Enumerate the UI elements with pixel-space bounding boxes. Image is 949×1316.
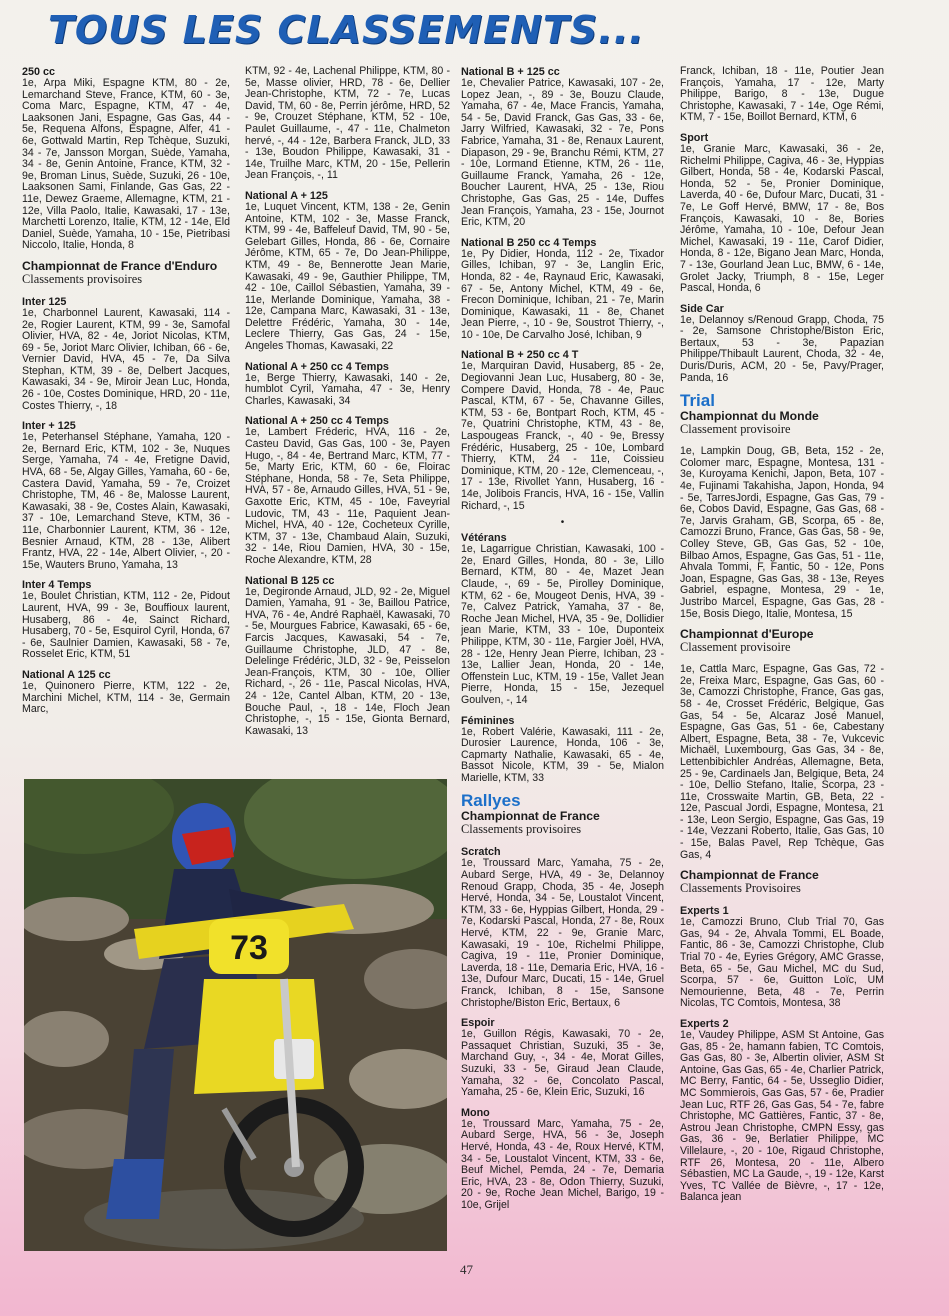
section-national-a-plus-125 bbox=[245, 190, 450, 353]
section-espoir bbox=[461, 1017, 664, 1099]
section-heading: National A 125 cc bbox=[22, 668, 111, 681]
results-text: 1e, Delannoy s/Renoud Grapp, Choda, 75 - 2e, Samsone Christophe/Biston Eric, Bertaux, 53 - 3e, Papazian Philippe/Thibault Laurent, Choda, 32 - 4e, Duris/Duris, ACM, 20 - 5e, Pavy/Prager, Panda, 16 bbox=[680, 313, 884, 384]
plate-number: 73 bbox=[230, 929, 268, 967]
section-experts-1 bbox=[680, 905, 884, 1010]
section-national-b-plus-125 bbox=[461, 66, 664, 229]
section-national-b-plus-250-4t bbox=[461, 349, 664, 512]
column-4 bbox=[680, 66, 884, 1212]
section-heading: National B + 250 cc 4 T bbox=[461, 349, 579, 362]
results-text: 1e, Marquiran David, Husaberg, 85 - 2e, Degiovanni Jean Luc, Husaberg, 80 - 3e, Compere David, Honda, 78 - 4e, Pauc Pascal, KTM, 67 - 5e, Chavanne Gilles, KTM, 53 - 6e, Bontpart Roch, KTM, 45 - 7e, Quatrini Christophe, KTM, 43 - 8e, Laspougeas Franck, -, 40 - 9e, Bressy Frédéric, Husaberg, 25 - 10e, Lombard Thierry, KTM, 24 - 11e, Coissieu Dominique, KTM, 20 - 12e, Clemenceau, -, 17 - 13e, Rivollet Yann, Husaberg, 16 - 14e, Jolibois Francis, HVA, 16 - 15e, Vallin Richard, -, 15 bbox=[461, 360, 664, 512]
column-2 bbox=[245, 66, 450, 745]
championship-heading-rallyes bbox=[461, 792, 664, 836]
results-text: 1e, Vaudey Philippe, ASM St Antoine, Gas Gas, 85 - 2e, hamann fabien, TC Comtois, Gas Gas, 80 - 3e, Albertin olivier, ASM St Antoine, Gas Gas, 65 - 4e, Charlier Patrick, MC Berry, Fantic, 64 - 5e, Usseglio Didier, MC Sommierois, Gas Gas, 57 - 6e, Pradier Jean Luc, RTF 26, Gas Gas, 54 - 7e, fabre Christophe, MC Gattières, Fantic, 37 - 8e, Astrou Jean Christophe, CMPN Essy, gas Gas, 36 - 9e, Berlatier Philippe, MC Villelaure, -, 20 - 10e, Rigaud Christophe, RTF 26, Montesa, 20 - 11e, Albero Sébastien, MC La Gaude, -, 19 - 12e, Karst Yves, TC Vallée de Bièvre, -, 17 - 12e, Balanca jean bbox=[680, 1029, 884, 1204]
results-text: 1e, Peterhansel Stéphane, Yamaha, 120 - 2e, Bernard Eric, KTM, 102 - 3e, Nuques Serge, Yamaha, 74 - 4e, Fretigne David, HVA, 68 - 5e, Algay Gilles, Yamaha, 60 - 6e, Castera David, Yamaha, 59 - 7e, Croizet Christophe, TM, 46 - 8e, Malosse Laurent, Kawasaki, 38 - 9e, Costes Alain, Kawasaki, 37 - 10e, Lemarchand Steve, KTM, 36 - 11e, Charbonnier Laurent, KTM, 36 - 12e, Besnier Arnaud, KTM, 28 - 13e, Alibert Frantz, HVA, 22 - 14e, Albert Olivier, -, 20 - 15e, Wauters Bruno, Yamaha, 13 bbox=[22, 431, 230, 571]
page-title: TOUS LES CLASSEMENTS... bbox=[48, 8, 645, 52]
results-text: 1e, Granie Marc, Kawasaki, 36 - 2e, Richelmi Philippe, Cagiva, 46 - 3e, Hyppias Gilbert, Honda, 58 - 4e, Kodarski Pascal, Honda, 52 - 5e, Pronier Dominique, Laverda, 40 - 6e, Dufour Marc, Ducati, 31 - 7e, Le Goff Hervé, BMW, 17 - 8e, Bos François, Kawasaki, 10 - 8e, Bories Jérôme, Yamaha, 10 - 10e, Defour Jean Michel, Kawasaki, 19 - 11e, Carof Didier, Honda, 8 - 12e, Bigano Jean Marc, Honda, 7 - 13e, Gourland Jean Luc, BMW, 6 - 14e, Grolet Jacky, Triumph, 8 - 15e, Leger Pascal, Honda, 6 bbox=[680, 142, 884, 295]
championship-title: Championnat de France d'Enduro bbox=[22, 258, 218, 273]
section-heading: 250 cc bbox=[22, 66, 56, 78]
section-side-car bbox=[680, 303, 884, 385]
results-text: KTM, 92 - 4e, Lachenal Philippe, KTM, 80 - 5e, Masse olivier, HRD, 78 - 6e, Dellier Jean-Christophe, KTM, 72 - 7e, Lucas David, TM, 60 - 8e, Perrin jérôme, HRD, 52 - 9e, Crouzet Stéphane, KTM, 52 - 10e, Paulet Guillaume, -, 47 - 11e, Chalmeton hervé, -, 44 - 12e, Barbera Franck, JLD, 33 - 13e, Boudon Philippe, Kawasaki, 31 - 14e, Truilhe Marc, KTM, 20 - 15e, Pellerin Jean François, -, 11 bbox=[245, 65, 450, 182]
section-heading: National A + 250 cc 4 Temps bbox=[245, 415, 389, 428]
section-heading: Side Car bbox=[680, 302, 724, 315]
results-text: 1e, Arpa Miki, Espagne KTM, 80 - 2e, Lemarchand Steve, France, KTM, 60 - 3e, Coma Marc, Espagne, KTM, 47 - 4e, Laaksonen Jani, Espagne, Gas Gas, 44 - 5e, Requena Alfons, Espagne, Alfer, 41 - 6e, Gottwald Martin, Rep Tchèque, Suzuki, 34 - 7e, Jansson Morgan, Suède, Yamaha, 34 - 8e, Genin Antoine, France, KTM, 32 - 9e, Broman Linus, Suède, Suzuki, 26 - 10e, Laaksonen Sami, Finlande, Gas Gas, 22 - 11e, Dewez Graeme, Allemagne, KTM, 21 - 12e, Villa Paolo, Italie, Kawasaki, 17 - 13e, Marchetti Lorenzo, Italie, KTM, 12 - 14e, Eld Daniel, Suède, Yamaha, 10 - 15e, Pietribasi Niccolo, Italie, Honda, 8 bbox=[22, 77, 230, 252]
championship-title: Championnat de France bbox=[461, 809, 600, 824]
results-text: 1e, Luquet Vincent, KTM, 138 - 2e, Genin Antoine, KTM, 102 - 3e, Masse Franck, KTM, 99 - 4e, Baffeleuf David, TM, 90 - 5e, Gelebart Gilles, Honda, 86 - 6e, Cornaire Jérôme, KTM, 65 - 7e, Do Jean-Philippe, KTM, 49 - 8e, Bennerotte Jean Marie, Kawasaki, 49 - 9e, Gauthier Philippe, TM, 42 - 10e, Caillol Sébastien, Yamaha, 39 - 11e, Merlande Dominique, Yamaha, 38 - 12e, Campana Marc, Kawasaki, 31 - 13e, Delettre Frédéric, Yamaha, 30 - 14e, Leclere Thierry, Gas Gas, 24 - 15e, Angeles Thomas, Kawasaki, 22 bbox=[245, 200, 450, 353]
section-heading: Inter + 125 bbox=[22, 420, 76, 433]
sport-title: Trial bbox=[680, 391, 715, 411]
section-heading: Espoir bbox=[461, 1017, 495, 1030]
results-text: 1e, Lagarrigue Christian, Kawasaki, 100 - 2e, Enard Gilles, Honda, 80 - 3e, Lillo Bernard, KTM, 80 - 4e, Mazet Jean Claude, -, 69 - 5e, Pirolley Dominique, KTM, 62 - 6e, Mougeot Denis, HVA, 39 - 7e, Calvez Patrick, Yamaha, 37 - 8e, Roche Jean Michel, HVA, 35 - 9e, Dollidier jean Marie, KTM, 33 - 10e, Duponteix Philippe, KTM, 30 - 11e, Fargier Joël, HVA, 28 - 12e, Henry Jean Pierre, Ichiban, 23 - 13e, Lallier Jean, Honda, 20 - 14e, Offenstein Luc, KTM, 19 - 15e, Vallet Jean Pierre, Honda, 15 - 15e, Jezequel Goulven, -, 14 bbox=[461, 543, 664, 706]
championship-subtitle: Classements provisoires bbox=[461, 822, 582, 837]
results-text: 1e, Cattla Marc, Espagne, Gas Gas, 72 - 2e, Freixa Marc, Espagne, Gas Gas, 60 - 3e, Camozzi Christophe, France, Gas gas, 58 - 4e, Crosset Frédéric, Belgique, Gas Gas, 54 - 5e, Alcaraz José Manuel, Espagne, Gas Gas, 51 - 6e, Cabestany Albert, Espagne, Beta, 38 - 7e, Vukcevic Michaël, Luxembourg, Gas Gas, 34 - 8e, Lettenbibichler Andréas, Allemagne, Beta, 25 - 9e, Cardinaels Jan, Belgique, Beta, 24 - 10e, Dellio Stefano, Italie, Scorpa, 23 - 11e, Crosswaite Martin, GB, Beta, 22 - 12e, Pascual Jordi, Espagne, Montesa, 21 - 13e, Leon Sergio, Espagne, Gas Gas, 19 - 14e, Vezzani Roberto, Italie, Gas Gas, 10 - 15e, Balas Pavel, Rep Tchèque, Gas Gas, 4 bbox=[680, 663, 884, 861]
separator-bullet: • bbox=[560, 517, 565, 529]
section-heading: Mono bbox=[461, 1106, 490, 1119]
section-heading: Inter 4 Temps bbox=[22, 579, 92, 592]
results-text: 1e, Charbonnel Laurent, Kawasaki, 114 - 2e, Rogier Laurent, KTM, 99 - 3e, Samofal Olivier, HVA, 82 - 4e, Joriot Nicolas, KTM, 69 - 5e, Joriot Marc Olivier, Ichiban, 66 - 6e, Vernier David, HVA, 45 - 7e, Da Silva Stephan, KTM, 39 - 8e, Delbert Jacques, Kawasaki, 34 - 9e, Miroir Jean Luc, Honda, 26 - 10e, Costes Dominique, HRD, 20 - 11e, Costes Thierry, -, 18 bbox=[22, 306, 230, 412]
section-heading: Sport bbox=[680, 131, 709, 144]
results-text: 1e, Troussard Marc, Yamaha, 75 - 2e, Aubard Serge, HVA, 56 - 3e, Joseph Hervé, Honda, 43 - 4e, Roux Hervé, KTM, 34 - 5e, Loustalot Vincent, KTM, 33 - 6e, Beuf Michel, Pemda, 24 - 7e, Demaria Eric, HVA, 23 - 8e, Odon Thierry, Suzuki, 20 - 9e, Roche Jean Michel, Barigo, 19 - 10e, Grijel bbox=[461, 1117, 664, 1211]
section-heading: National A + 125 bbox=[245, 189, 328, 202]
section-mono bbox=[461, 1107, 664, 1212]
section-national-a-plus-250-4t-2 bbox=[245, 415, 450, 566]
section-inter-4-temps bbox=[22, 579, 230, 661]
section-trial-monde bbox=[680, 446, 884, 620]
section-feminines bbox=[461, 715, 664, 785]
sport-title: Rallyes bbox=[461, 791, 521, 811]
section-national-b-125 bbox=[245, 575, 450, 738]
section-heading: Scratch bbox=[461, 846, 501, 859]
section-heading: Féminines bbox=[461, 714, 515, 727]
championship-heading-europe bbox=[680, 628, 884, 654]
section-heading: Experts 2 bbox=[680, 1018, 729, 1030]
results-text: 1e, Degironde Arnaud, JLD, 92 - 2e, Miguel Damien, Yamaha, 91 - 3e, Baillou Patrice, HVA, 76 - 4e, André Raphaël, Kawasaki, 70 - 5e, Mourgues Fabrice, Kawasaki, 65 - 6e, Farcis Jacques, Kawasaki, 54 - 7e, Guillaume Christophe, JLD, 47 - 8e, Delelinge Frédéric, JLD, 32 - 9e, Peisselon Jean-François, KTM, 30 - 10e, Ollier Richard, -, 26 - 11e, Pascal Nicolas, HVA, 24 - 12e, Cantel Alban, KTM, 20 - 13e, Bouche Paul, -, 18 - 14e, Floch Jean Christophe, -, 15 - 15e, Gionta Bernard, Kawasaki, 13 bbox=[245, 585, 450, 737]
section-inter-plus-125 bbox=[22, 420, 230, 571]
championship-subtitle: Classement provisoire bbox=[680, 422, 791, 437]
section-heading: National B 125 cc bbox=[245, 574, 335, 587]
section-heading: Inter 125 bbox=[22, 295, 67, 308]
section-continued bbox=[245, 66, 450, 182]
section-heading: Vétérans bbox=[461, 532, 507, 545]
results-text: 1e, Berge Thierry, Kawasaki, 140 - 2e, humblot Cyril, Yamaha, 47 - 3e, Henry Charles, Kawasaki, 34 bbox=[245, 371, 450, 407]
results-text: 1e, Lampkin Doug, GB, Beta, 152 - 2e, Colomer marc, Espagne, Montesa, 131 - 3e, Kuroyama Kenichi, Japon, Beta, 107 - 4e, Fujinami Takahisha, Japon, Honda, 94 - 5e, TarresJordi, Espagne, Gas Gas, 79 - 6e, Cobos David, Espagne, Gas Gas, 68 - 7e, Jarvis Graham, GB, Scorpa, 65 - 8e, Camozzi Bruno, France, Gas Gas, 58 - 9e, Colley Steve, GB, Gas Gas, 52 - 10e, Bilbao Amos, Espagne, Gas Gas, 51 - 11e, Ahvala Tommi, F, Fantic, 50 - 12e, Pons Joan, Espagne, Gas Gas, 38 - 13e, Reyes Gabriel, espagne, Montesa, 29 - 1e, Justribo Marcel, Espagne, Gas Gas, 28 - 15e, Bosis Diego, Italie, Montesa, 15 bbox=[680, 445, 884, 620]
results-text: 1e, Chevalier Patrice, Kawasaki, 107 - 2e, Lopez Jean, -, 89 - 3e, Bouzu Claude, Yamaha, 67 - 4e, Mace Francis, Yamaha, 54 - 5e, David Franck, Gas Gas, 33 - 6e, Jarry Wilfried, Kawasaki, 32 - 7e, Pons Fabrice, Yamaha, 31 - 8e, Renaux Laurent, Diapason, 29 - 9e, Branchu Rémi, KTM, 27 - 10e, Lormand Etienne, KTM, 26 - 11e, Guillaume Franck, Yamaha, 26 - 12e, Boucher Laurent, HVA, 25 - 13e, Riou Christophe, Gas Gas, 25 - 14e, Duffes Jean François, Yamaha, 23 - 15e, Journot Eric, KTM, 20 bbox=[461, 77, 664, 229]
section-heading: National B 250 cc 4 Temps bbox=[461, 236, 597, 249]
enduro-rider-photo bbox=[24, 779, 447, 1251]
section-continued bbox=[680, 66, 884, 124]
section-national-a-125 bbox=[22, 669, 230, 716]
section-national-b-250-4t bbox=[461, 237, 664, 342]
section-250cc bbox=[22, 66, 230, 252]
results-text: 1e, Boulet Christian, KTM, 112 - 2e, Pidout Laurent, HVA, 99 - 3e, Bouffioux laurent, Husaberg, 86 - 4e, Sainct Richard, Husaberg, 70 - 5e, Esquirol Cyril, Honda, 67 - 6e, Saulnier Damien, Kawasaki, 58 - 7e, Rosselet Eric, KTM, 51 bbox=[22, 590, 230, 661]
column-1 bbox=[22, 66, 230, 724]
section-national-a-plus-250-4t-1 bbox=[245, 361, 450, 408]
results-text: 1e, Guillon Régis, Kawasaki, 70 - 2e, Passaquet Christian, Suzuki, 35 - 3e, Marchand Guy, -, 34 - 4e, Morat Gilles, Suzuki, 33 - 5e, Giraud Jean Claude, Yamaha, 32 - 6e, Concolato Pascal, Yamaha, 25 - 6e, Klein Eric, Suzuki, 16 bbox=[461, 1028, 664, 1099]
column-3 bbox=[461, 66, 664, 1220]
section-heading: National A + 250 cc 4 Temps bbox=[245, 360, 389, 373]
photo-illustration bbox=[24, 779, 447, 1251]
section-inter-125 bbox=[22, 296, 230, 412]
results-text: 1e, Camozzi Bruno, Club Trial 70, Gas Gas, 94 - 2e, Ahvala Tommi, EL Boade, Fantic, 86 - 3e, Camozzi Christophe, Club Trial 70 - 4e, Eyries Grégory, AMC Grasse, Beta, 65 - 5e, Gau Michel, MC du Sud, Scorpa, 57 - 6e, Guitton Loïc, UM Nemourienne, Beta, 48 - 7e, Perrin Nicolas, TC Comtois, Montesa, 38 bbox=[680, 916, 884, 1010]
section-veterans bbox=[461, 532, 664, 706]
page-number: 47 bbox=[460, 1262, 473, 1277]
championship-heading-trial bbox=[680, 392, 884, 436]
results-text: 1e, Py Didier, Honda, 112 - 2e, Tixador Gilles, Ichiban, 97 - 3e, Langlin Eric, Honda, 82 - 4e, Raynaud Eric, Kawasaki, 67 - 5e, Antony Michel, KTM, 49 - 6e, Frecon Dominique, Ichiban, 21 - 7e, Marin Dominique, Kawasaki, 11 - 8e, Chanet Jean Pierre, -, 10 - 9e, Soustrot Thierry, -, 10 - 10e, De Carvalho José, Ichiban, 9 bbox=[461, 247, 664, 341]
championship-title: Championnat d'Europe bbox=[680, 627, 814, 642]
championship-title: Championnat de France bbox=[680, 868, 819, 883]
section-experts-2 bbox=[680, 1018, 884, 1204]
championship-subtitle: Classement provisoire bbox=[680, 640, 791, 655]
championship-heading-enduro bbox=[22, 260, 230, 286]
section-scratch bbox=[461, 846, 664, 1009]
results-text: 1e, Troussard Marc, Yamaha, 75 - 2e, Aubard Serge, HVA, 49 - 3e, Delannoy Renoud Grapp, Choda, 35 - 4e, Joseph Hervé, Honda, 34 - 5e, Loustalot Vincent, KTM, 33 - 6e, Hyppias Gilbert, Honda, 29 - 7e, Kodarski Pascal, Honda, 27 - 8e, Roux Hervé, KTM, 22 - 9e, Granie Marc, Kawasaki, 19 - 10e, Richelmi Philippe, Cagiva, 19 - 11e, Pronier Dominique, Laverda, 18 - 11e, Demaria Eric, HVA, 16 - 13e, Dufour Marc, Ducati, 15 - 14e, Gruel Franck, Ichiban, 8 - 15e, Sansone Christophe/Biston Eric, Bertaux, 6 bbox=[461, 857, 664, 1009]
championship-title: Championnat du Monde bbox=[680, 409, 819, 424]
section-sport bbox=[680, 132, 884, 295]
results-text: 1e, Robert Valérie, Kawasaki, 111 - 2e, Durosier Laurence, Honda, 106 - 3e, Capmarty Nathalie, Kawasaki, 65 - 4e, Bassot Nicole, KTM, 39 - 5e, Mialon Marielle, KTM, 33 bbox=[461, 725, 664, 784]
results-text: Franck, Ichiban, 18 - 11e, Poutier Jean François, Yamaha, 17 - 12e, Marty Philippe, Barigo, 8 - 13e, Dugue Christophe, Kawasaki, 7 - 14e, Oge Rémi, KTM, 7 - 15e, Boillot Bernard, KTM, 6 bbox=[680, 65, 884, 124]
championship-subtitle: Classements Provisoires bbox=[680, 881, 801, 896]
section-heading: Experts 1 bbox=[680, 905, 729, 918]
results-text: 1e, Lambert Fréderic, HVA, 116 - 2e, Casteu David, Gas Gas, 100 - 3e, Payen Hugo, -, 84 - 4e, Bertrand Marc, KTM, 77 - 5e, Marty Eric, KTM, 60 - 6e, Floirac Stéphane, Honda, 58 - 7e, Seta Philippe, HVA, 57 - 8e, Arnaudo Gilles, HVA, 51 - 9e, Gaxotte Eric, KTM, 45 - 10e, Faveyrial Ludovic, TM, 43 - 11e, Paquient Jean-Michel, HVA, 40 - 12e, Cocheteux Cyrille, KTM, 37 - 13e, Chambaud Alain, Suzuki, 32 - 14e, Riou Damien, HVA, 30 - 15e, Roche Alexandre, KTM, 28 bbox=[245, 426, 450, 566]
section-trial-europe bbox=[680, 664, 884, 861]
section-heading: National B + 125 cc bbox=[461, 66, 560, 78]
championship-heading-france-trial bbox=[680, 869, 884, 895]
championship-subtitle: Classements provisoires bbox=[22, 271, 143, 286]
results-text: 1e, Quinonero Pierre, KTM, 122 - 2e, Marchini Michel, KTM, 114 - 3e, Germain Marc, bbox=[22, 679, 230, 716]
